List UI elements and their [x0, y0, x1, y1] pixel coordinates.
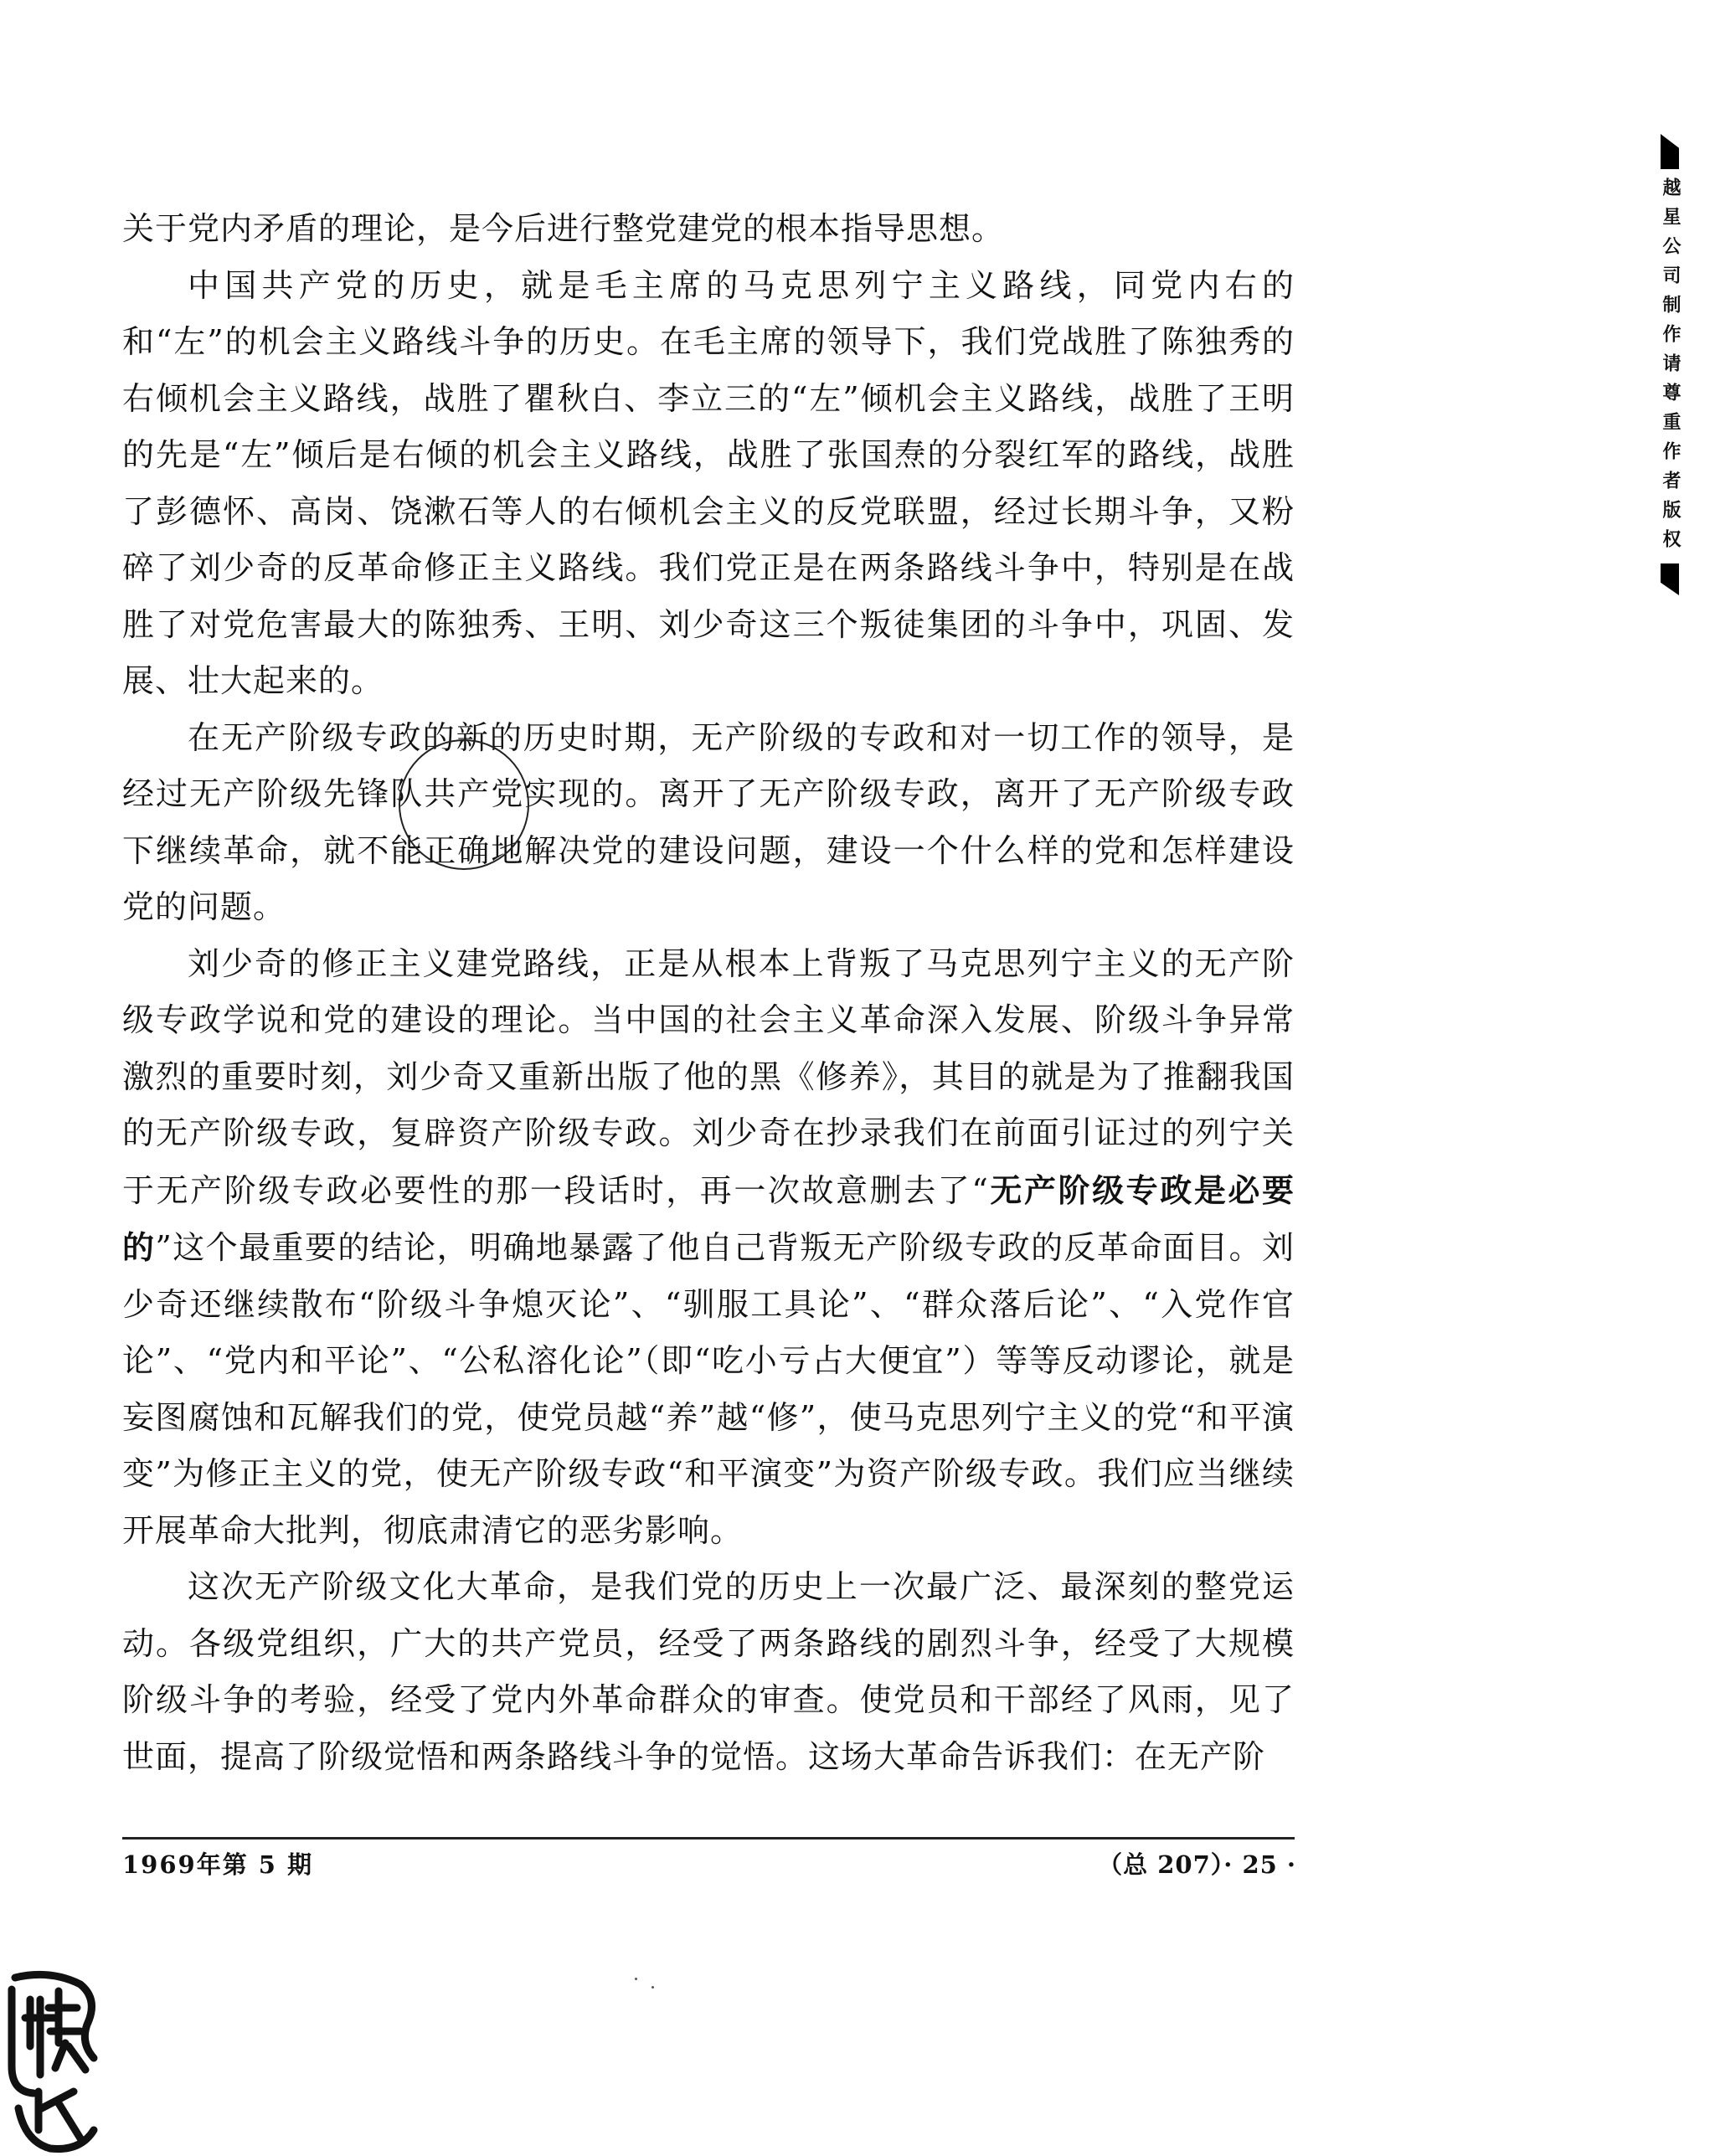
paragraph-3: 在无产阶级专政的新的历史时期，无产阶级的专政和对一切工作的领导，是经过无产阶级先锋队共产党实现的。离开了无产阶级专政，离开了无产阶级专政下继续革命，就不能正确地解决党的建设问题，建设一个什么样的党和怎样建设党的问题。 [122, 718, 1295, 925]
stamp-bar-top [1661, 134, 1679, 169]
paragraph-1: 关于党内矛盾的理论，是今后进行整党建党的根本指导思想。 [122, 210, 1005, 247]
stamp-text: 越星公司制作请尊重作者版权 [1660, 178, 1681, 558]
footer-divider [122, 1837, 1295, 1840]
paragraph-5: 这次无产阶级文化大革命，是我们党的历史上一次最广泛、最深刻的整党运动。各级党组织，广大的共产党员，经受了两条路线的剧烈斗争，经受了大规模阶级斗争的考验，经受了党内外革命群众的审查。使党员和干部经了风雨，见了世面，提高了阶级觉悟和两条路线斗争的觉悟。这场大革命告诉我们：在无产阶 [122, 1568, 1295, 1775]
seal-stroke [18, 2108, 94, 2149]
paragraph-4-bold-quote: 无产阶级专政是必要的 [122, 1171, 1295, 1266]
paragraph-4-text-after: ”这个最重要的结论，明确地暴露了他自己背叛无产阶级专政的反革命面目。刘少奇还继续散布“阶级斗争熄灭论”、“驯服工具论”、“群众落后论”、“入党作官论”、“党内和平论”、“公私溶化论”（即“吃小亏占大便宜”）等等反动谬论，就是妄图腐蚀和瓦解我们的党，使党员越“养”越“修”，使马克思列宁主义的党“和平演变”为修正主义的党，使无产阶级专政“和平演变”为资产阶级专政。我们应当继续开展革命大批判，彻底肃清它的恶劣影响。 [122, 1229, 1295, 1549]
side-copyright-stamp [1653, 134, 1687, 595]
stray-dot [635, 1978, 637, 1980]
library-seal-stamp [0, 1966, 109, 2156]
article-body [122, 201, 1295, 1785]
footer-page-number: （总 207）· 25 · [1098, 1850, 1296, 1879]
seal-stroke [49, 1991, 85, 2070]
stamp-bar-bottom [1661, 563, 1679, 595]
paragraph-2: 中国共产党的历史，就是毛主席的马克思列宁主义路线，同党内右的和“左”的机会主义路线斗争的历史。在毛主席的领导下，我们党战胜了陈独秀的右倾机会主义路线，战胜了瞿秋白、李立三的“左”倾机会主义路线，战胜了王明的先是“左”倾后是右倾的机会主义路线，战胜了张国焘的分裂红军的路线，战胜了彭德怀、高岗、饶漱石等人的右倾机会主义的反党联盟，经过长期斗争，又粉碎了刘少奇的反革命修正主义路线。我们党正是在两条路线斗争中，特别是在战胜了对党危害最大的陈独秀、王明、刘少奇这三个叛徒集团的斗争中，巩固、发展、壮大起来的。 [122, 266, 1295, 699]
pen-circle-mark [399, 739, 529, 870]
footer-issue: 1969年第 5 期 [122, 1850, 314, 1879]
paragraph-4-text-before: 刘少奇的修正主义建党路线，正是从根本上背叛了马克思列宁主义的无产阶级专政学说和党的建设的理论。当中国的社会主义革命深入发展、阶级斗争异常激烈的重要时刻，刘少奇又重新出版了他的黑《修养》，其目的就是为了推翻我国的无产阶级专政，复辟资产阶级专政。刘少奇在抄录我们在前面引证过的列宁关于无产阶级专政必要性的那一段话时，再一次故意删去了“ [122, 944, 1295, 1209]
seal-stroke [39, 2092, 80, 2138]
paragraph-4 [122, 936, 1295, 1560]
stray-dot [651, 1986, 654, 1989]
